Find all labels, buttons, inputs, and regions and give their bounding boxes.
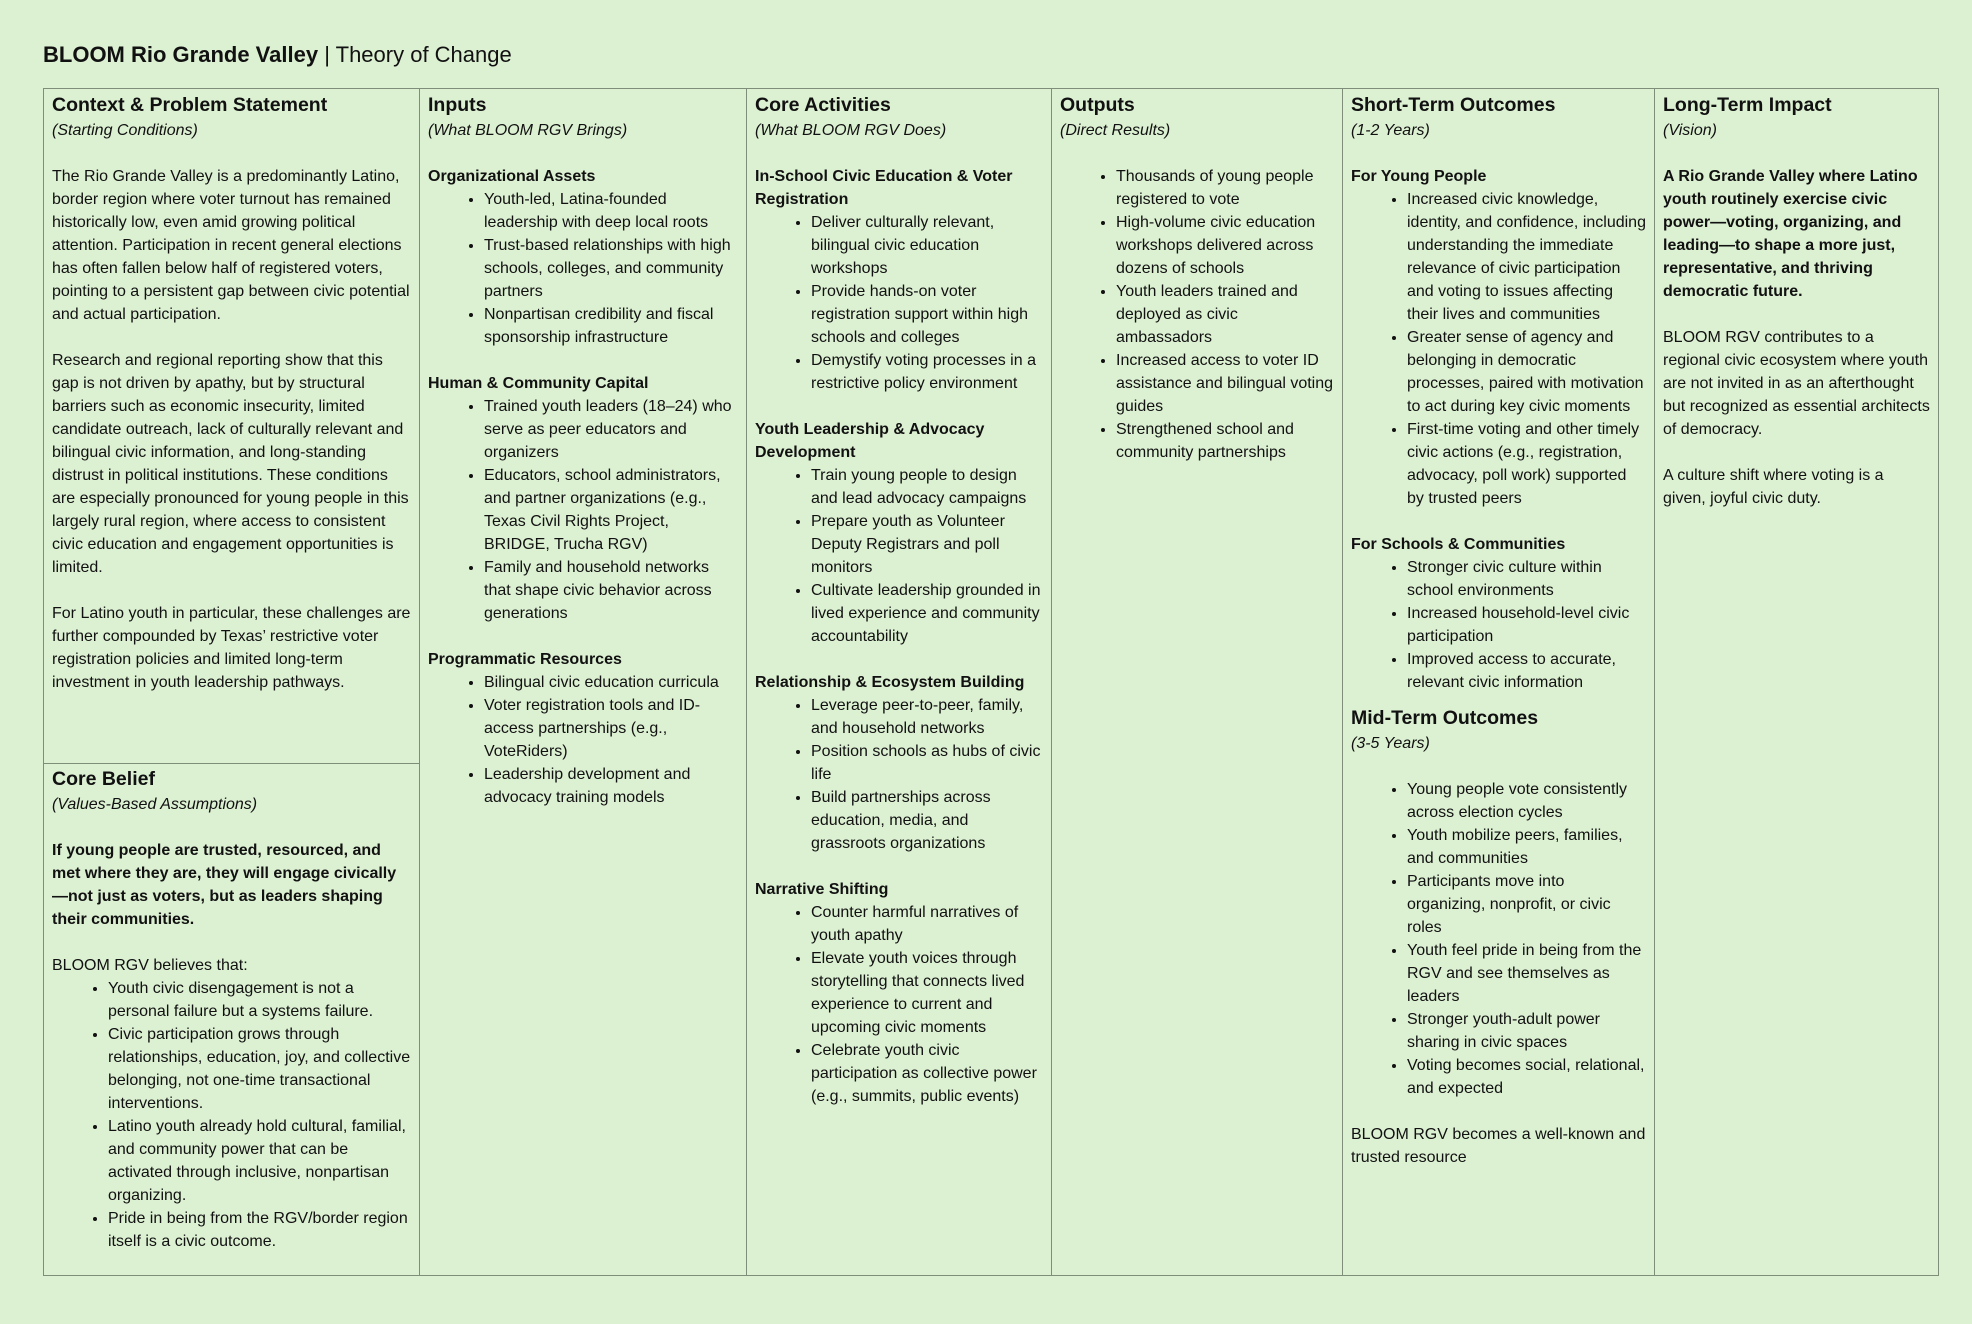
list-item: • Build partnerships across education, media, and grassroots organizations	[811, 786, 1043, 855]
inputs-group-heading: Programmatic Resources	[428, 651, 622, 668]
inputs-group-list	[428, 671, 738, 809]
long-term-subtitle: (Vision)	[1663, 122, 1717, 139]
list-item: • Increased access to voter ID assistance and bilingual voting guides	[1116, 349, 1334, 418]
mid-term-subtitle: (3-5 Years)	[1351, 735, 1430, 752]
short-term-group-heading: For Young People	[1351, 168, 1487, 185]
brand-name: BLOOM Rio Grande Valley	[43, 42, 319, 67]
core-belief-intro: BLOOM RGV believes that:	[52, 957, 248, 974]
activities-group-list	[755, 211, 1043, 395]
activities-group-list	[755, 694, 1043, 855]
list-item: • Elevate youth voices through storytelling that connects lived experience to current and upcoming civic moments	[811, 947, 1043, 1039]
context-paragraph: The Rio Grande Valley is a predominantly Latino, border region where voter turnout has remained historically low, even amid growing political attention. Participation in recent general elections has often fallen below half of registered voters, pointing to a persistent gap between civic potential and actual participation.	[52, 168, 410, 323]
list-item: • Youth-led, Latina-founded leadership with deep local roots	[484, 188, 738, 234]
short-term-subtitle: (1-2 Years)	[1351, 122, 1430, 139]
long-term-paragraph: BLOOM RGV contributes to a regional civic ecosystem where youth are not invited in as an afterthought but recognized as essential architects of democracy.	[1663, 329, 1930, 438]
list-item: • Trust-based relationships with high schools, colleges, and community partners	[484, 234, 738, 303]
activities-subtitle: (What BLOOM RGV Does)	[755, 122, 947, 139]
list-item: • Demystify voting processes in a restrictive policy environment	[811, 349, 1043, 395]
list-item: • Bilingual civic education curricula	[484, 671, 738, 694]
inputs-column	[420, 89, 747, 1275]
context-paragraph: Research and regional reporting show that this gap is not driven by apathy, but by structural barriers such as economic insecurity, limited candidate outreach, lack of culturally relevant and bilingual civic information, and long-standing distrust in political institutions. These conditions are especially pronounced for young people in this largely rural region, where access to consistent civic education and engagement opportunities is limited.	[52, 352, 409, 576]
context-paragraph: For Latino youth in particular, these challenges are further compounded by Texas’ restrictive voter registration policies and limited long-term investment in youth leadership pathways.	[52, 605, 411, 691]
list-item: • Celebrate youth civic participation as collective power (e.g., summits, public events)	[811, 1039, 1043, 1108]
list-item: • Improved access to accurate, relevant civic information	[1407, 648, 1646, 694]
core-belief-title: Core Belief	[52, 768, 155, 790]
list-item: • Voter registration tools and ID-access partnerships (e.g., VoteRiders)	[484, 694, 738, 763]
list-item: • Participants move into organizing, nonprofit, or civic roles	[1407, 870, 1646, 939]
list-item: • Thousands of young people registered to vote	[1116, 165, 1334, 211]
activities-group-heading: Relationship & Ecosystem Building	[755, 674, 1025, 691]
list-item: • Youth mobilize peers, families, and communities	[1407, 824, 1646, 870]
long-term-vision: A Rio Grande Valley where Latino youth routinely exercise civic power—voting, organizing, and leading—to shape a more just, representative, and thriving democratic future.	[1663, 168, 1918, 300]
list-item: • Stronger civic culture within school environments	[1407, 556, 1646, 602]
list-item: • Voting becomes social, relational, and expected	[1407, 1054, 1646, 1100]
inputs-group-heading: Human & Community Capital	[428, 375, 649, 392]
list-item: • Youth civic disengagement is not a personal failure but a systems failure.	[108, 977, 411, 1023]
context-section	[52, 91, 411, 694]
list-item: • Civic participation grows through relationships, education, joy, and collective belonging, not one-time transactional interventions.	[108, 1023, 411, 1115]
short-term-group-list	[1351, 188, 1646, 510]
activities-group-heading: Narrative Shifting	[755, 881, 889, 898]
list-item: • Increased civic knowledge, identity, and confidence, including understanding the immediate relevance of civic participation and voting to issues affecting their lives and communities	[1407, 188, 1646, 326]
core-belief-subtitle: (Values-Based Assumptions)	[52, 796, 258, 813]
theory-of-change-table	[43, 88, 1939, 1276]
inputs-group-heading: Organizational Assets	[428, 168, 596, 185]
core-belief-list	[52, 977, 411, 1253]
activities-group-heading: Youth Leadership & Advocacy Development	[755, 421, 985, 461]
outcomes-column	[1343, 89, 1655, 1275]
context-column	[44, 89, 420, 1275]
list-item: • Leadership development and advocacy training models	[484, 763, 738, 809]
list-item: • Greater sense of agency and belonging in democratic processes, paired with motivation to act during key civic moments	[1407, 326, 1646, 418]
list-item: • Provide hands-on voter registration support within high schools and colleges	[811, 280, 1043, 349]
list-item: • Train young people to design and lead advocacy campaigns	[811, 464, 1043, 510]
list-item: • Latino youth already hold cultural, familial, and community power that can be activated through inclusive, nonpartisan organizing.	[108, 1115, 411, 1207]
long-term-column	[1655, 89, 1938, 1275]
activities-group-list	[755, 901, 1043, 1108]
list-item: • Educators, school administrators, and partner organizations (e.g., Texas Civil Rights Project, BRIDGE, Trucha RGV)	[484, 464, 738, 556]
context-subtitle: (Starting Conditions)	[52, 122, 198, 139]
outputs-title: Outputs	[1060, 94, 1135, 116]
list-item: • Cultivate leadership grounded in lived experience and community accountability	[811, 579, 1043, 648]
short-term-title: Short-Term Outcomes	[1351, 94, 1556, 116]
outputs-list	[1060, 165, 1334, 464]
list-item: • Position schools as hubs of civic life	[811, 740, 1043, 786]
activities-group-heading: In-School Civic Education & Voter Registration	[755, 168, 1013, 208]
title-separator: |	[318, 42, 336, 67]
activities-group-list	[755, 464, 1043, 648]
list-item: • Trained youth leaders (18–24) who serve as peer educators and organizers	[484, 395, 738, 464]
list-item: • Nonpartisan credibility and fiscal sponsorship infrastructure	[484, 303, 738, 349]
long-term-paragraph: A culture shift where voting is a given, joyful civic duty.	[1663, 467, 1884, 507]
core-belief-section	[52, 765, 411, 1275]
short-term-group-heading: For Schools & Communities	[1351, 536, 1566, 553]
document-title: Theory of Change	[335, 42, 512, 67]
list-item: • High-volume civic education workshops delivered across dozens of schools	[1116, 211, 1334, 280]
list-item: • Strengthened school and community partnerships	[1116, 418, 1334, 464]
activities-title: Core Activities	[755, 94, 891, 116]
list-item: • Youth feel pride in being from the RGV and see themselves as leaders	[1407, 939, 1646, 1008]
mid-term-list	[1351, 778, 1646, 1100]
mid-term-closing: BLOOM RGV becomes a well-known and trusted resource	[1351, 1126, 1646, 1166]
page-title	[43, 40, 512, 70]
section-divider	[44, 763, 419, 764]
list-item: • Young people vote consistently across election cycles	[1407, 778, 1646, 824]
short-term-group-list	[1351, 556, 1646, 694]
list-item: • Pride in being from the RGV/border region itself is a civic outcome.	[108, 1207, 411, 1253]
list-item: • Family and household networks that shape civic behavior across generations	[484, 556, 738, 625]
inputs-group-list	[428, 395, 738, 625]
long-term-title: Long-Term Impact	[1663, 94, 1832, 116]
outputs-subtitle: (Direct Results)	[1060, 122, 1171, 139]
outputs-column	[1052, 89, 1343, 1275]
inputs-title: Inputs	[428, 94, 487, 116]
mid-term-section	[1351, 704, 1646, 1169]
list-item: • Increased household-level civic participation	[1407, 602, 1646, 648]
list-item: • Leverage peer-to-peer, family, and household networks	[811, 694, 1043, 740]
inputs-subtitle: (What BLOOM RGV Brings)	[428, 122, 628, 139]
list-item: • Prepare youth as Volunteer Deputy Registrars and poll monitors	[811, 510, 1043, 579]
list-item: • Deliver culturally relevant, bilingual civic education workshops	[811, 211, 1043, 280]
context-title: Context & Problem Statement	[52, 94, 328, 116]
inputs-group-list	[428, 188, 738, 349]
list-item: • Counter harmful narratives of youth apathy	[811, 901, 1043, 947]
list-item: • First-time voting and other timely civic actions (e.g., registration, advocacy, poll work) supported by trusted peers	[1407, 418, 1646, 510]
list-item: • Youth leaders trained and deployed as civic ambassadors	[1116, 280, 1334, 349]
mid-term-title: Mid-Term Outcomes	[1351, 707, 1539, 729]
core-belief-statement: If young people are trusted, resourced, and met where they are, they will engage civically—not just as voters, but as leaders shaping their communities.	[52, 842, 397, 928]
activities-column	[747, 89, 1052, 1275]
list-item: • Stronger youth-adult power sharing in civic spaces	[1407, 1008, 1646, 1054]
